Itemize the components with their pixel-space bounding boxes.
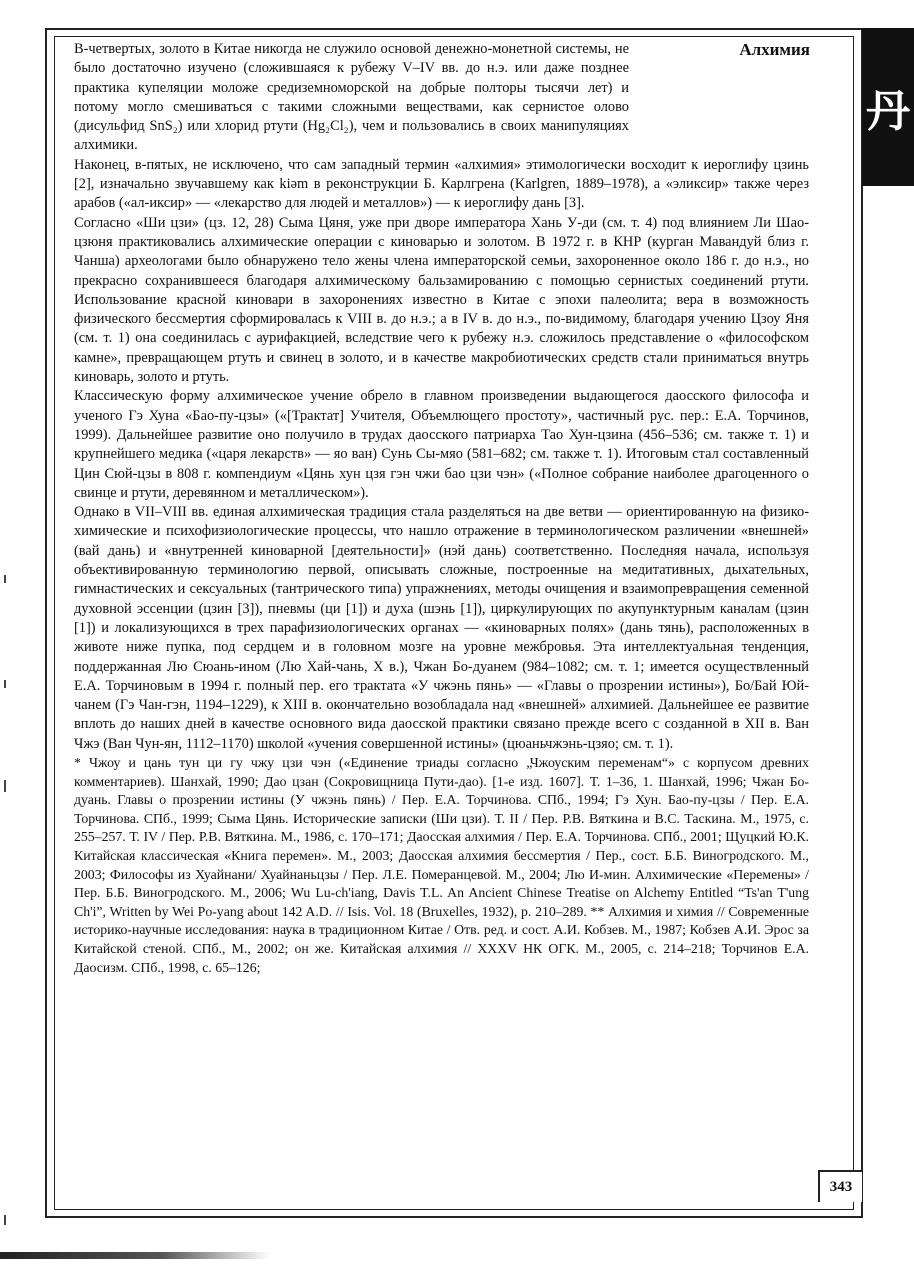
scan-margin-mark [4,680,6,688]
paragraph-2: Наконец, в-пятых, не исключено, что сам западный термин «алхимия» этимологически восходит к иероглифу цзинь [2], изначально звучавшему как kiəm в реконструкции Б. Карлгрена (Karlgren, 1889–1978), а «эликсир» также через арабов («ал-иксир» — «лекарство для людей и металлов») — к иероглифу дань [3]. [74,156,809,212]
thumb-glyph: 丹 [866,86,910,137]
scan-edge-smudge [0,1252,270,1259]
section-thumb-tab [862,28,914,186]
running-head: Алхимия [739,40,810,59]
paragraph-3: Согласно «Ши цзи» (цз. 12, 28) Сыма Цяня, уже при дворе императора Хань У-ди (см. т. 4) под влиянием Ли Шао-цзюня практиковались алхимические операции с киноварью и золотом. В 1972 г. в КНР (курган Мавандуй близ г. Чанша) археологами было обнаружено тело жены члена императорской семьи, захороненное около 186 г. до н.э., но прекрасно сохранившееся благодаря алхимическому бальзамированию с помощью сернистых соединений ртути. Использование красной киновари в захоронениях известно в Китае с эпохи палеолита; вера в возможность физического бессмертия сформировалась к VIII в. до н.э.; а в IV в. до н.э., по-видимому, благодаря учению Цзоу Яня (см. т. 1) она соединилась с аурифакцией, вследствие чего к рубежу н.э. сложилось представление о «философском камне», превращающем ртуть и свинец в золото, и в качестве макробиотических средств стали приниматься внутрь киноварь, золото и ртуть. [74,214,809,386]
scan-margin-mark [4,780,6,792]
page-number: 343 [818,1170,862,1202]
scan-margin-mark [4,1215,6,1225]
scan-margin-mark [4,575,6,583]
paragraph-1: В-четвертых, золото в Китае никогда не служило основой денежно-монетной системы, не было достаточно изучено (сложившаяся к рубежу V–IV вв. до н.э. или даже позднее практика купеляции моложе средиземноморской на добрые полторы тысячи лет) и потому могло смешиваться с такими сложными веществами, как сернистое олово (дисульфид SnS₂) или хлорид ртути (Hg₂Cl₂), чем и пользовались в своих манипуляциях алхимики. [74,41,629,154]
paragraph-4: Классическую форму алхимическое учение обрело в главном произведении выдающегося даосского философа и ученого Гэ Хуна «Бао-пу-цзы» («[Трактат] Учителя, Объемлющего простоту», частичный рус. пер.: Е.А. Торчинов, 1999). Дальнейшее развитие оно получило в трудах даосского патриарха Тао Хун-цзина (456–536; см. также т. 1) и крупнейшего медика («царя лекарств» — яо ван) Сунь Сы-мяо (581–682; см. также т. 1). Итоговым стал составленный Цин Сюй-цзы в 808 г. компендиум «Цянь хун цзя гэн чжи бао цзи чэн» («Полное собрание наиболее драгоценного о свинце и ртути, деревянном и металлическом»). [74,388,809,501]
references-block: * Чжоу и цань тун ци гу чжу цзи чэн («Единение триады согласно „Чжоуским переменам“» с корпусом древних комментариев). Шанхай, 1990; Дао цзан (Сокровищница Пути-дао). [1-е изд. 1607]. Т. 1–36, 1. Шанхай, 1996; Чжан Бо-дуань. Главы о прозрении истины (У чжэнь пянь) / Пер. Е.А. Торчинова. СПб., 1994; Гэ Хун. Бао-пу-цзы / Пер. Е.А. Торчинова. СПб., 1999; Сыма Цянь. Исторические записки (Ши цзи). Т. II / Пер. Р.В. Вяткина и В.С. Таскина. М., 1975, с. 255–257. Т. IV / Пер. Р.В. Вяткина. М., 1986, с. 170–171; Даосская алхимия / Пер. Е.А. Торчинова. СПб., 2001; Щуцкий Ю.К. Китайская классическая «Книга перемен». М., 2003; Даосская алхимия бессмертия / Пер., сост. Б.Б. Виногродского. М., 2003; Философы из Хуайнани/ Хуайнаньцзы / Пер. Л.Е. Померанцевой. М., 2004; Лю И-мин. Алхимические «Перемены» / Пер. Б.Б. Виногродского. М., 2006; Wu Lu-ch'iang, Davis T.L. An Ancient Chinese Treatise on Alchemy Entitled “Ts'an T'ung Ch'i”, Written by Wei Po-yang about 142 A.D. // Isis. Vol. 18 (Bruxelles, 1932), p. 210–289. ** Алхимия и химия // Современные историко-научные исследования: наука в традиционном Китае / Отв. ред. и сост. А.И. Кобзев. М., 1987; Кобзев А.И. Эрос за Китайской стеной. СПб., М., 2002; он же. Китайская алхимия // XXXV НК ОГК. М., 2005, с. 214–218; Торчинов Е.А. Даосизм. СПб., 1998, с. 65–126; [74,754,809,975]
paragraph-5: Однако в VII–VIII вв. единая алхимическая традиция стала разделяться на две ветви — ориентированную на физико-химические и психофизиологические процессы, что нашло отражение в терминологическом различении «внешней» (вай дань) и «внутренней киноварной [деятельности]» (нэй дань) соответственно. Последняя начала, используя объективированную терминологию первой, описывать сложные, построенные на медитативных, дыхательных, гимнастических и сексуальных (тантрического типа) упражнениях, методы очищения и взаимопревращения семенной духовной эссенции (цзин [3]), пневмы (ци [1]) и духа (шэнь [1]), циркулирующих по акупунктурным каналам (цзин [1]) и локализующихся в трех парафизиологических органах — «киноварных полях» (дань тянь), расположенных в животе ниже пупка, под сердцем и в головном мозге на уровне межбровья. Эта интеллектуальная тенденция, поддержанная Лю Сюань-ином (Лю Хай-чань, X в.), Чжан Бо-дуанем (984–1082; см. т. 1; имеется осуществленный Е.А. Торчиновым в 1994 г. полный пер. его трактата «У чжэнь пянь» — «Главы о прозрении истины»), Бо/Бай Юй-чанем (Гэ Чан-гэн, 1194–1229), к XIII в. окончательно возобладала над «внешней» алхимией. Дальнейшее ее развитие вплоть до наших дней в качестве основного вида даосской практики связано прежде всего с созданной в XII в. Ван Чжэ (Ван Чун-ян, 1112–1170) школой «учения совершенной истины» (цюаньчжэнь-цзяо; см. т. 1). [74,504,809,752]
article-body [74,40,809,977]
